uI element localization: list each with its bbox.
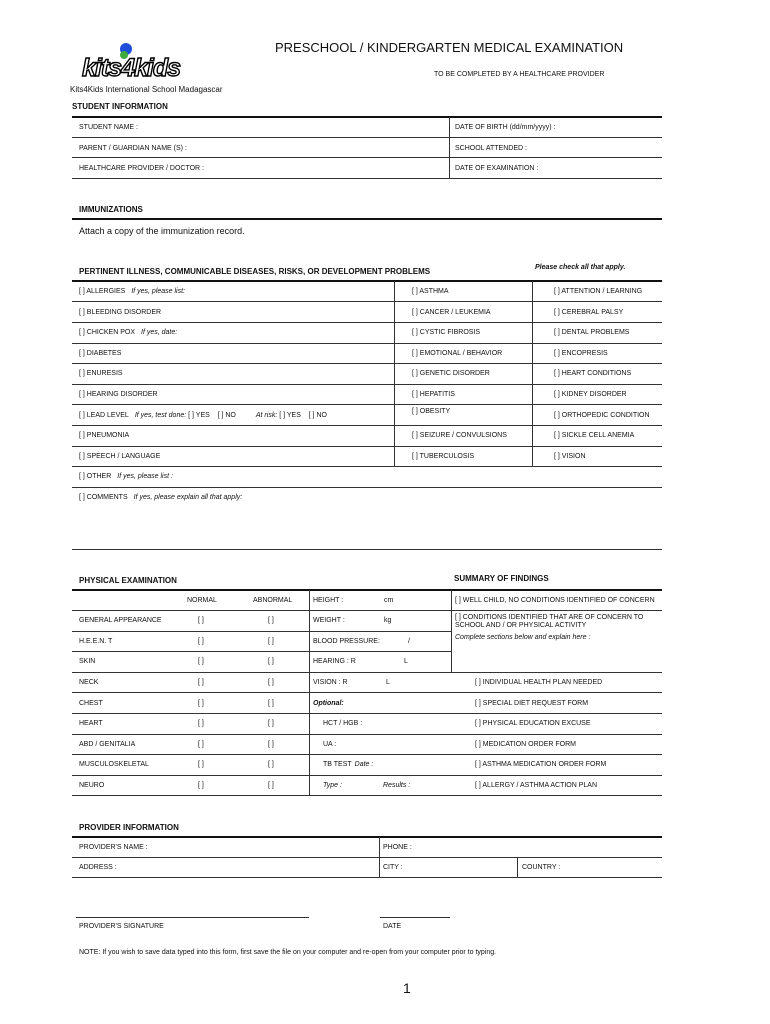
- healthcare-provider-field[interactable]: HEALTHCARE PROVIDER / DOCTOR :: [79, 165, 204, 172]
- bp-separator: /: [408, 638, 410, 645]
- summary-option[interactable]: [ ] ASTHMA MEDICATION ORDER FORM: [475, 761, 607, 768]
- phone-field[interactable]: PHONE :: [383, 844, 412, 851]
- exam-row-label: NEURO: [79, 782, 105, 789]
- checkbox-sickle-cell[interactable]: [ ] SICKLE CELL ANEMIA: [554, 432, 635, 439]
- exam-row-label: MUSCULOSKELETAL: [79, 761, 149, 768]
- weight-unit: kg: [384, 617, 392, 624]
- checkbox-genetic[interactable]: [ ] GENETIC DISORDER: [412, 370, 490, 377]
- exam-row-label: H.E.E.N. T: [79, 638, 113, 645]
- abnormal-checkbox[interactable]: [ ]: [268, 720, 274, 727]
- vision-right-field[interactable]: VISION : R: [313, 679, 348, 686]
- school-name: Kits4Kids International School Madagascar: [70, 85, 223, 94]
- checkbox-obesity[interactable]: [ ] OBESITY: [412, 408, 451, 415]
- checkbox-other[interactable]: [ ] OTHER If yes, please list :: [79, 473, 173, 480]
- abnormal-checkbox[interactable]: [ ]: [268, 638, 274, 645]
- normal-checkbox[interactable]: [ ]: [198, 782, 204, 789]
- height-unit: cm: [384, 597, 394, 604]
- logo-mark: [80, 40, 190, 82]
- signature-label: PROVIDER'S SIGNATURE: [79, 923, 164, 930]
- concern-line-2: SCHOOL AND / OR PHYSICAL ACTIVITY: [455, 622, 587, 629]
- checkbox-heart-conditions[interactable]: [ ] HEART CONDITIONS: [554, 370, 632, 377]
- school-attended-field[interactable]: SCHOOL ATTENDED :: [455, 145, 527, 152]
- vision-left-field[interactable]: L: [386, 679, 390, 686]
- page-subtitle: TO BE COMPLETED BY A HEALTHCARE PROVIDER: [434, 71, 605, 78]
- page-title: PRESCHOOL / KINDERGARTEN MEDICAL EXAMINATION: [275, 40, 624, 55]
- checkbox-hepatitis[interactable]: [ ] HEPATITIS: [412, 391, 455, 398]
- abnormal-checkbox[interactable]: [ ]: [268, 658, 274, 665]
- tb-type-field[interactable]: Type :: [323, 782, 342, 789]
- normal-checkbox[interactable]: [ ]: [198, 700, 204, 707]
- lead-test-yes[interactable]: [ ] YES: [188, 412, 210, 419]
- checkbox-asthma[interactable]: [ ] ASTHMA: [412, 288, 449, 295]
- checkbox-encopresis[interactable]: [ ] ENCOPRESIS: [554, 350, 608, 357]
- complete-sections-note: Complete sections below and explain here :: [455, 634, 591, 641]
- hearing-left-field[interactable]: L: [404, 658, 408, 665]
- checkbox-pneumonia[interactable]: [ ] PNEUMONIA: [79, 432, 130, 439]
- summary-option[interactable]: [ ] SPECIAL DIET REQUEST FORM: [475, 700, 589, 707]
- checkbox-vision[interactable]: [ ] VISION: [554, 453, 586, 460]
- ua-field[interactable]: UA :: [323, 741, 337, 748]
- well-child-checkbox[interactable]: [ ] WELL CHILD, NO CONDITIONS IDENTIFIED OF CONCERN: [455, 597, 655, 604]
- abnormal-checkbox[interactable]: [ ]: [268, 741, 274, 748]
- checkbox-diabetes[interactable]: [ ] DIABETES: [79, 350, 122, 357]
- normal-checkbox[interactable]: [ ]: [198, 761, 204, 768]
- hearing-right-field[interactable]: HEARING : R: [313, 658, 356, 665]
- hct-hgb-field[interactable]: HCT / HGB :: [323, 720, 363, 727]
- summary-option[interactable]: [ ] ALLERGY / ASTHMA ACTION PLAN: [475, 782, 598, 789]
- immunizations-heading: IMMUNIZATIONS: [79, 205, 143, 214]
- checkbox-attention[interactable]: [ ] ATTENTION / LEARNING: [554, 288, 643, 295]
- provider-name-field[interactable]: PROVIDER'S NAME :: [79, 844, 148, 851]
- checkbox-emotional[interactable]: [ ] EMOTIONAL / BEHAVIOR: [412, 350, 503, 357]
- parent-name-field[interactable]: PARENT / GUARDIAN NAME (S) :: [79, 145, 187, 152]
- concern-checkbox[interactable]: [ ] CONDITIONS IDENTIFIED THAT ARE OF CONCERN TO: [455, 614, 644, 621]
- abnormal-checkbox[interactable]: [ ]: [268, 617, 274, 624]
- tb-results-field[interactable]: Results :: [383, 782, 411, 789]
- checkbox-comments[interactable]: [ ] COMMENTS If yes, please explain all that apply:: [79, 494, 243, 501]
- normal-checkbox[interactable]: [ ]: [198, 617, 204, 624]
- footer-note: NOTE: If you wish to save data typed into this form, first save the file on your computer and re-open from your computer prior to typing.: [79, 949, 497, 956]
- summary-heading: SUMMARY OF FINDINGS: [454, 574, 549, 583]
- date-line[interactable]: [380, 917, 450, 918]
- exam-row-label: GENERAL APPEARANCE: [79, 617, 162, 624]
- col-abnormal: ABNORMAL: [253, 597, 293, 604]
- checkbox-chicken-pox[interactable]: [ ] CHICKEN POX If yes, date:: [79, 329, 178, 336]
- exam-row-label: SKIN: [79, 658, 96, 665]
- abnormal-checkbox[interactable]: [ ]: [268, 761, 274, 768]
- date-label: DATE: [383, 923, 402, 930]
- logo-text: kits4kids: [82, 54, 181, 82]
- lead-test-no[interactable]: [ ] NO: [217, 412, 236, 419]
- abnormal-checkbox[interactable]: [ ]: [268, 679, 274, 686]
- logo: [80, 40, 190, 82]
- summary-option[interactable]: [ ] PHYSICAL EDUCATION EXCUSE: [475, 720, 591, 727]
- summary-option[interactable]: [ ] MEDICATION ORDER FORM: [475, 741, 576, 748]
- checkbox-seizure[interactable]: [ ] SEIZURE / CONVULSIONS: [412, 432, 507, 439]
- checkbox-enuresis[interactable]: [ ] ENURESIS: [79, 370, 123, 377]
- normal-checkbox[interactable]: [ ]: [198, 638, 204, 645]
- exam-row-label: HEART: [79, 720, 103, 727]
- checkbox-allergies[interactable]: [ ] ALLERGIES If yes, please list:: [79, 288, 186, 295]
- student-name-field[interactable]: STUDENT NAME :: [79, 124, 138, 131]
- lead-risk-yes[interactable]: [ ] YES: [279, 412, 301, 419]
- tb-test-field[interactable]: TB TEST Date :: [323, 761, 374, 768]
- checkbox-cerebral-palsy[interactable]: [ ] CEREBRAL PALSY: [554, 309, 624, 316]
- checkbox-bleeding-disorder[interactable]: [ ] BLEEDING DISORDER: [79, 309, 162, 316]
- checkbox-hearing-disorder[interactable]: [ ] HEARING DISORDER: [79, 391, 158, 398]
- page-number: 1: [403, 980, 411, 996]
- normal-checkbox[interactable]: [ ]: [198, 658, 204, 665]
- checkbox-tuberculosis[interactable]: [ ] TUBERCULOSIS: [412, 453, 475, 460]
- exam-row-label: CHEST: [79, 700, 103, 707]
- lead-risk-no[interactable]: [ ] NO: [308, 412, 327, 419]
- normal-checkbox[interactable]: [ ]: [198, 741, 204, 748]
- student-info-heading: STUDENT INFORMATION: [72, 102, 168, 111]
- dob-field[interactable]: DATE OF BIRTH (dd/mm/yyyy) :: [455, 124, 556, 131]
- country-field[interactable]: COUNTRY :: [522, 864, 561, 871]
- abnormal-checkbox[interactable]: [ ]: [268, 700, 274, 707]
- city-field[interactable]: CITY :: [383, 864, 403, 871]
- normal-checkbox[interactable]: [ ]: [198, 720, 204, 727]
- checkbox-speech-language[interactable]: [ ] SPEECH / LANGUAGE: [79, 453, 161, 460]
- col-normal: NORMAL: [187, 597, 217, 604]
- checkbox-kidney[interactable]: [ ] KIDNEY DISORDER: [554, 391, 627, 398]
- abnormal-checkbox[interactable]: [ ]: [268, 782, 274, 789]
- weight-field[interactable]: WEIGHT :: [313, 617, 345, 624]
- summary-option[interactable]: [ ] INDIVIDUAL HEALTH PLAN NEEDED: [475, 679, 603, 686]
- illness-note: Please check all that apply.: [535, 264, 626, 271]
- exam-row-label: NECK: [79, 679, 99, 686]
- signature-line[interactable]: [76, 917, 309, 918]
- blood-pressure-field[interactable]: BLOOD PRESSURE:: [313, 638, 380, 645]
- physical-exam-heading: PHYSICAL EXAMINATION: [79, 576, 177, 585]
- height-field[interactable]: HEIGHT :: [313, 597, 344, 604]
- exam-row-label: ABD / GENITALIA: [79, 741, 136, 748]
- checkbox-cancer[interactable]: [ ] CANCER / LEUKEMIA: [412, 309, 491, 316]
- exam-date-field[interactable]: DATE OF EXAMINATION :: [455, 165, 539, 172]
- normal-checkbox[interactable]: [ ]: [198, 679, 204, 686]
- checkbox-lead-level[interactable]: [ ] LEAD LEVEL If yes, test done: [ ] YES [ ] NO At risk: [ ] YES [ ] NO: [79, 412, 327, 419]
- address-field[interactable]: ADDRESS :: [79, 864, 117, 871]
- checkbox-orthopedic[interactable]: [ ] ORTHOPEDIC CONDITION: [554, 412, 650, 419]
- illness-heading: PERTINENT ILLNESS, COMMUNICABLE DISEASES, RISKS, OR DEVELOPMENT PROBLEMS: [79, 267, 431, 276]
- checkbox-cystic-fibrosis[interactable]: [ ] CYSTIC FIBROSIS: [412, 329, 481, 336]
- optional-label: Optional:: [313, 700, 344, 707]
- immunizations-text: Attach a copy of the immunization record.: [79, 226, 245, 236]
- provider-info-heading: PROVIDER INFORMATION: [79, 823, 179, 832]
- checkbox-dental[interactable]: [ ] DENTAL PROBLEMS: [554, 329, 630, 336]
